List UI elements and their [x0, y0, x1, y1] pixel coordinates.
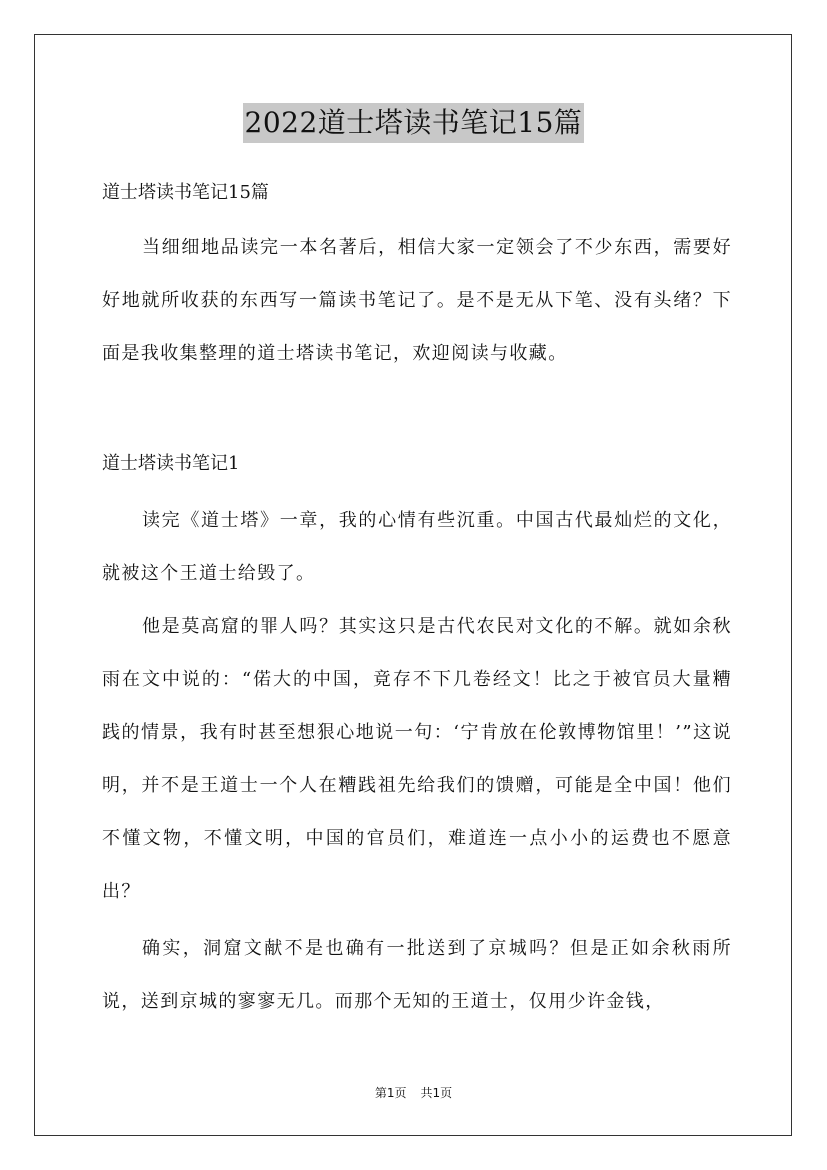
- intro-paragraph: 当细细地品读完一本名著后，相信大家一定领会了不少东西，需要好好地就所收获的东西写一篇读书笔记了。是不是无从下笔、没有头绪？下面是我收集整理的道士塔读书笔记，欢迎阅读与收藏。: [102, 237, 732, 364]
- paragraph-3: 确实，洞窟文献不是也确有一批送到了京城吗？但是正如余秋雨所说，送到京城的寥寥无几。而那个无知的王道士，仅用少许金钱，: [102, 938, 732, 1012]
- paragraph-1: 读完《道士塔》一章，我的心情有些沉重。中国古代最灿烂的文化，就被这个王道士给毁了。: [102, 510, 732, 584]
- page-total: 共1页: [420, 1086, 453, 1100]
- section-heading: 道士塔读书笔记1: [102, 453, 240, 474]
- page-number: 第1页: [374, 1086, 407, 1100]
- paragraph-2: 他是莫高窟的罪人吗？其实这只是古代农民对文化的不解。就如余秋雨在文中说的：“偌大的中国，竟存不下几卷经文！比之于被官员大量糟践的情景，我有时甚至想狠心地说一句：‘宁肯放在伦敦博物馆里！’”这说明，并不是王道士一个人在糟践祖先给我们的馈赠，可能是全中国！他们不懂文物，不懂文明，中国的官员们，难道连一点小小的运费也不愿意出？: [102, 616, 732, 902]
- document-title-text: 2022道士塔读书笔记15篇: [243, 103, 585, 143]
- document-subtitle: 道士塔读书笔记15篇: [102, 182, 269, 203]
- page-footer: [0, 1084, 827, 1101]
- document-title: [0, 102, 827, 143]
